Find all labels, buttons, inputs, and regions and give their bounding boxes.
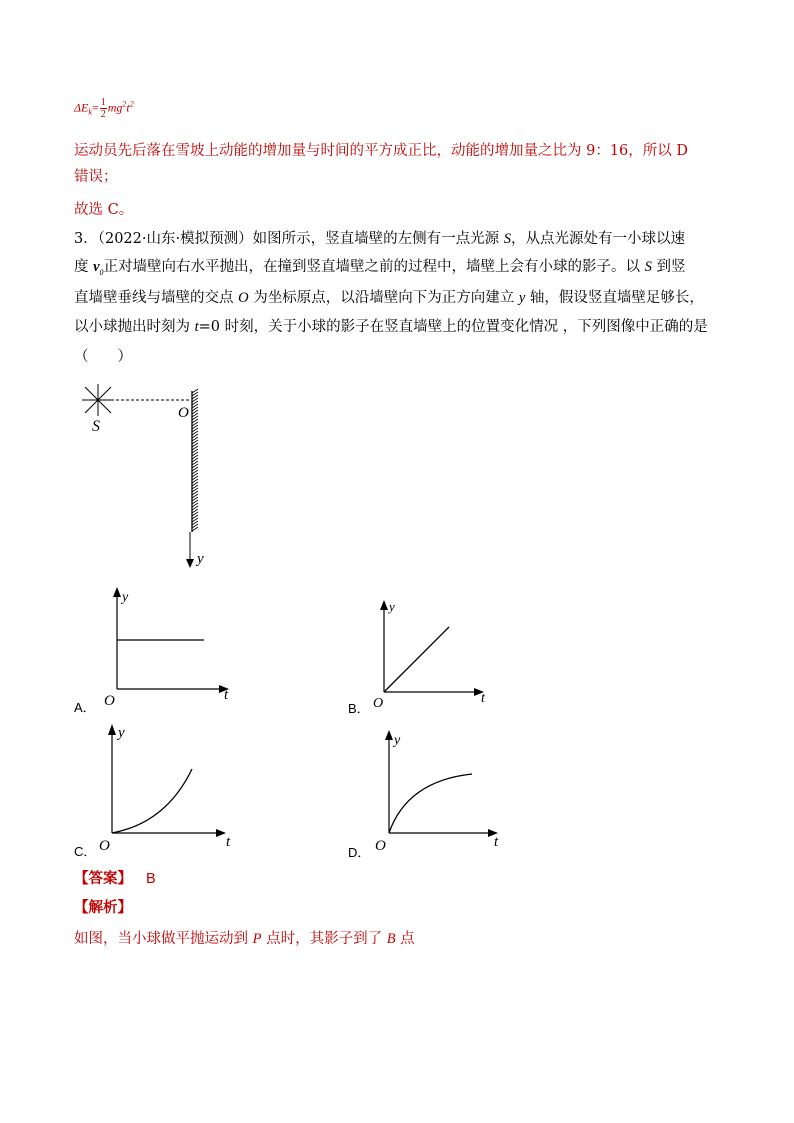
formula-rhs-sup2: 2 — [129, 99, 134, 109]
question-symbol-o: O — [238, 290, 249, 306]
y-axis-arrow-icon — [186, 559, 194, 568]
analysis-tag: 【解析】 — [74, 899, 132, 916]
question-text: 正对墙壁向右水平抛出，在撞到竖直墙壁之前的过程中，墙壁上会有小球的影子。以 — [103, 259, 645, 275]
solution-line-2: 错误； — [74, 169, 118, 185]
answer-section — [74, 869, 156, 889]
question-text: 到竖 — [651, 259, 686, 275]
y-arrow-icon — [380, 600, 388, 610]
graph-y-label: y — [118, 725, 125, 741]
question-line-1 — [74, 229, 685, 249]
question-text: 度 — [74, 259, 94, 275]
graph-origin-label: O — [373, 696, 384, 711]
analysis-text — [74, 929, 415, 949]
setup-source-label: S — [92, 418, 100, 435]
question-symbol-v: v — [93, 259, 100, 275]
graph-y-label: y — [389, 599, 395, 614]
graph-t-label: t — [494, 834, 499, 850]
question-number: 3． — [74, 231, 98, 247]
question-text: 为坐标原点，以沿墙壁向下为正方向建立 — [248, 290, 519, 306]
formula-rhs-t: t — [126, 100, 130, 115]
formula-lhs: ΔE — [74, 100, 89, 115]
option-d-graph[interactable] — [372, 726, 512, 856]
analysis-text-part: 点 — [395, 931, 415, 947]
analysis-symbol-b: B — [386, 931, 396, 947]
t-arrow-icon — [216, 829, 226, 837]
kinetic-energy-formula — [74, 97, 134, 120]
setup-origin-label: O — [178, 405, 189, 421]
option-a-label[interactable]: A． — [74, 700, 96, 715]
setup-figure — [70, 365, 230, 575]
formula-lhs-sub: k — [88, 107, 92, 117]
answer-value: B — [146, 871, 156, 887]
graph-y-label: y — [394, 733, 401, 748]
analysis-text-part: 点时，其影子到了 — [261, 931, 387, 947]
question-text: 轴，假设竖直墙壁足够长， — [525, 290, 704, 306]
question-symbol-s: S — [503, 231, 511, 247]
option-b-graph[interactable] — [368, 597, 498, 712]
graph-t-label: t — [224, 687, 229, 703]
graph-t-label: t — [226, 834, 231, 850]
graph-curve — [384, 627, 449, 692]
solution-conclusion: 故选 C。 — [74, 202, 134, 218]
question-symbol-t: t — [194, 319, 199, 335]
question-symbol-v-sub: 0 — [99, 267, 104, 277]
y-arrow-icon — [385, 730, 393, 740]
analysis-symbol-p: P — [252, 931, 262, 947]
question-line-4 — [74, 317, 708, 337]
question-source: （2022·山东·模拟预测） — [97, 231, 253, 247]
answer-tag: 【答案】 — [74, 870, 132, 887]
graph-origin-label: O — [375, 838, 386, 854]
question-text: 以小球抛出时刻为 — [74, 319, 195, 335]
question-text: =0 时刻，关于小球的影子在竖直墙壁上的位置变化情况 ，下列图像中正确的是 — [198, 319, 708, 335]
light-source-icon — [82, 384, 114, 416]
option-b-label[interactable]: B． — [348, 701, 370, 716]
option-c-label[interactable]: C． — [74, 844, 97, 859]
graph-t-label: t — [481, 691, 485, 706]
graph-origin-label: O — [99, 838, 110, 853]
graph-curve — [112, 769, 192, 833]
graph-curve — [389, 774, 472, 833]
formula-fraction — [100, 97, 107, 120]
option-d-label[interactable]: D． — [348, 845, 371, 860]
question-text: ，从点光源处有一小球以速 — [510, 231, 685, 247]
question-line-3 — [74, 288, 704, 308]
solution-line-1: 运动员先后落在雪坡上动能的增加量与时间的平方成正比，动能的增加量之比为 9：16，所以 D — [74, 143, 689, 159]
setup-axis-label: y — [197, 551, 204, 567]
option-c-graph[interactable] — [96, 718, 246, 853]
graph-origin-label: O — [104, 693, 115, 708]
wall-hatching — [192, 389, 198, 531]
question-symbol-y: y — [518, 290, 526, 306]
analysis-text-part: 如图，当小球做平抛运动到 — [74, 931, 253, 947]
formula-rhs-sup1: 2 — [122, 99, 127, 109]
question-symbol-s: S — [644, 259, 652, 275]
y-arrow-icon — [108, 724, 116, 735]
answer-blank: （ ） — [74, 349, 132, 365]
graph-y-label: y — [122, 590, 129, 605]
fraction-denominator: 2 — [100, 109, 106, 120]
option-a-graph[interactable] — [100, 583, 240, 708]
question-text: 直墙壁垂线与墙壁的交点 — [74, 290, 239, 306]
fraction-numerator: 1 — [100, 97, 106, 108]
question-line-2 — [74, 257, 686, 283]
question-text: 如图所示，竖直墙壁的左侧有一点光源 — [252, 231, 504, 247]
y-arrow-icon — [113, 587, 121, 597]
formula-equals: = — [91, 100, 99, 115]
formula-rhs: mg — [107, 100, 123, 115]
